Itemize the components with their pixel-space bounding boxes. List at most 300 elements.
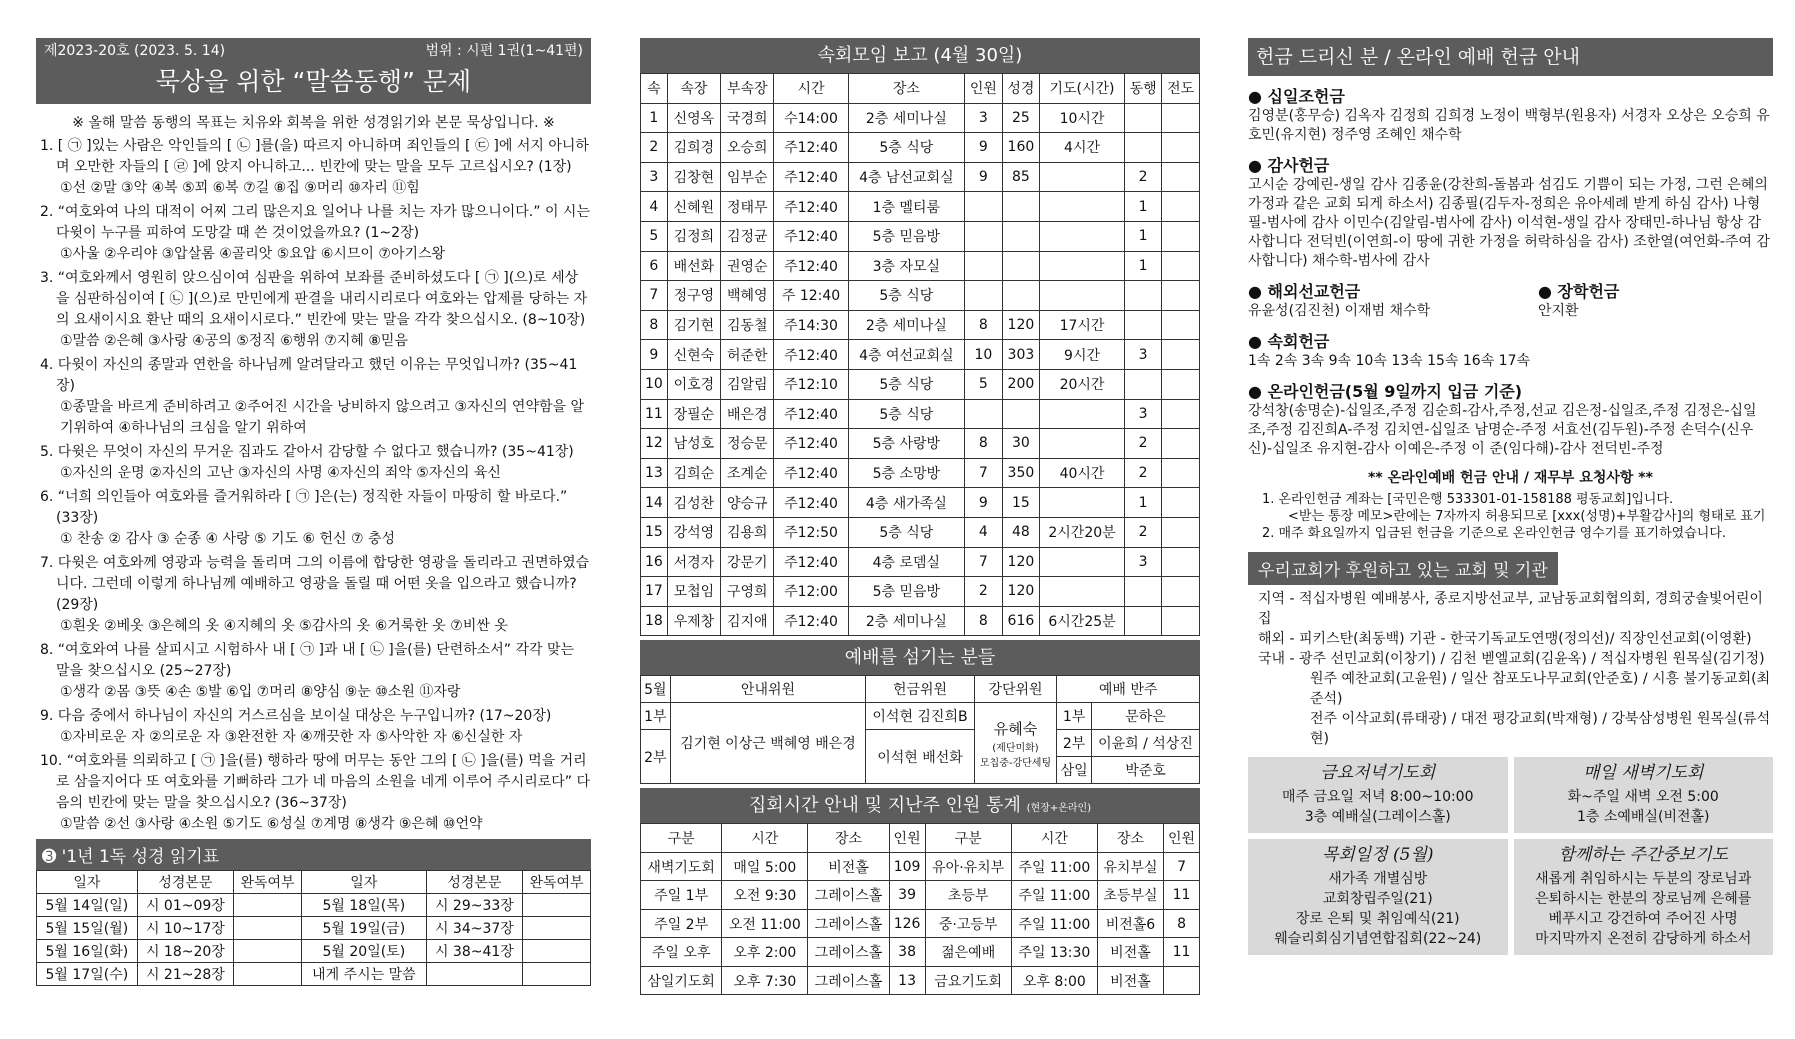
meeting-cell: 권영순 (721, 251, 774, 281)
stats-row (641, 938, 1200, 967)
mission-heading: ● 해외선교헌금 (1248, 279, 1538, 302)
stats-cell: 초등부 (925, 881, 1011, 910)
meeting-cell: 48 (1002, 517, 1040, 547)
thanks-names: 고시순 강예린-생일 감사 김종윤(강찬희-돌봄과 섬김도 기쁨이 되는 가정, 그런 은혜의 가정과 같은 교회 되게 하소서) 김종필(김두자-정희은 유아세례 받게 하심 감사) 나형필-범사에 감사 이민수(김알림-범사에 감사) 이석현-생일 감사 장태민-하나님 항상 감사합니다 전덕빈(이연희-이 땅에 귀한 가정을 허락하심을 감사) 조한열(여언화-주여 감사합니다) 채수학-범사에 감사 (1248, 177, 1770, 269)
support-line: 해외 - 피키스탄(최동백) 기관 - 한국기독교도연맹(정의선)/ 직장인선교회(이영환) (1258, 631, 1752, 647)
meeting-cell: 4시간 (1040, 133, 1125, 163)
stats-cell: 11 (1164, 881, 1200, 910)
stats-cell: 오전 11:00 (722, 909, 808, 938)
meeting-cell: 85 (1002, 162, 1040, 192)
meeting-cell: 5층 사랑방 (848, 429, 965, 459)
meeting-cell (965, 251, 1003, 281)
meeting-cell (1002, 399, 1040, 429)
stats-cell: 삼일기도회 (641, 966, 722, 995)
meeting-cell: 5 (641, 221, 668, 251)
meeting-cell: 20시간 (1040, 369, 1125, 399)
stats-cell (1164, 966, 1200, 995)
column-header: 인원 (889, 824, 925, 853)
meeting-cell: 3 (1124, 547, 1162, 577)
scholarship-heading: ● 장학헌금 (1538, 279, 1619, 302)
meeting-cell: 김희순 (667, 458, 720, 488)
meeting-cell: 5층 믿음방 (848, 577, 965, 607)
notice-box-line: 마지막까지 온전히 감당하게 하소서 (1535, 931, 1752, 947)
support-line: 전주 이삭교회(류태광) / 대전 평강교회(박재형) / 강북삼성병원 원목실(류석현) (1310, 711, 1771, 747)
question-text: 5. 다윗은 무엇이 자신의 무거운 짐과도 같아서 감당할 수 없다고 했습니까? (35~41장) (40, 444, 574, 460)
meeting-row (641, 547, 1200, 577)
meeting-cell: 허준한 (721, 340, 774, 370)
offering-title: 헌금 드리신 분 / 온라인 예배 헌금 안내 (1248, 38, 1773, 76)
meeting-cell: 10 (965, 340, 1003, 370)
meeting-cell: 신혜원 (667, 192, 720, 222)
accompanist-name: 박준호 (1091, 757, 1199, 784)
worship-servers-title: 예배를 섬기는 분들 (640, 640, 1200, 675)
meeting-row (641, 429, 1200, 459)
column-header: 시간 (722, 824, 808, 853)
question-options: ①생각 ②몸 ③뜻 ④손 ⑤발 ⑥입 ⑦머리 ⑧양심 ⑨눈 ⑩소원 ⑪자랑 (60, 684, 461, 700)
meeting-cell (1040, 488, 1125, 518)
stats-cell: 109 (889, 852, 925, 881)
stats-cell: 오전 9:30 (722, 881, 808, 910)
meeting-row (641, 103, 1200, 133)
accompanist-name: 문하은 (1091, 703, 1199, 730)
reading-cell (523, 963, 591, 986)
meeting-cell: 주12:40 (774, 221, 848, 251)
question-intro: ※ 올해 말씀 동행의 목표는 치유와 회복을 위한 성경읽기와 본문 묵상입니다. ※ (72, 115, 555, 131)
column-header: 장소 (808, 824, 889, 853)
meeting-row (641, 310, 1200, 340)
question-options: ①말씀 ②은혜 ③사랑 ④공의 ⑤정직 ⑥행위 ⑦지혜 ⑧믿음 (60, 333, 408, 349)
question-item (36, 640, 591, 703)
meeting-cell (1162, 192, 1200, 222)
offering-servers-1: 이석현 김진희B (866, 703, 974, 730)
meeting-cell: 주12:40 (774, 133, 848, 163)
guide-servers: 김기현 이상근 백혜영 배은경 (670, 703, 866, 784)
cell-offering-heading: ● 속회헌금 (1248, 329, 1773, 352)
column-header: 기도(시간) (1040, 74, 1125, 104)
notice-box-line: 새롭게 취임하시는 두분의 장로님과 (1535, 871, 1752, 887)
meeting-cell: 9 (965, 488, 1003, 518)
meeting-cell: 9 (965, 133, 1003, 163)
meeting-cell: 배선화 (667, 251, 720, 281)
meeting-cell: 주12:40 (774, 399, 848, 429)
meeting-cell: 주 12:40 (774, 281, 848, 311)
online-notice-2: 2. 매주 화요일까지 입금된 헌금을 기준으로 온라인헌금 영수기를 표기하였습니다. (1262, 526, 1727, 541)
notice-box-line: 웨슬리회심기념연합집회(22~24) (1274, 931, 1482, 947)
reading-cell: 5월 16일(화) (37, 940, 138, 963)
column-header: 시간 (774, 74, 848, 104)
meeting-cell: 강석영 (667, 517, 720, 547)
meeting-cell: 9시간 (1040, 340, 1125, 370)
meeting-cell (1124, 606, 1162, 636)
stats-cell: 비전홀 (1097, 938, 1163, 967)
reading-cell: 시 18~20장 (137, 940, 233, 963)
meeting-cell: 구영희 (721, 577, 774, 607)
meeting-cell: 5층 식당 (848, 517, 965, 547)
attendance-stats-title-text: 집회시간 안내 및 지난주 인원 통계 (748, 795, 1021, 817)
stats-cell: 새벽기도회 (641, 852, 722, 881)
question-text: 4. 다윗이 자신의 종말과 연한을 하나님께 알려달라고 했던 이유는 무엇입니까? (35~41장) (40, 357, 578, 394)
meeting-cell: 5층 믿음방 (848, 221, 965, 251)
meeting-cell: 9 (641, 340, 668, 370)
meeting-cell: 국경희 (721, 103, 774, 133)
reading-cell: 5월 17일(수) (37, 963, 138, 986)
meeting-cell: 3 (1124, 340, 1162, 370)
question-text: 6. “너희 의인들아 여호와를 즐거워하라 [ ㉠ ]은(는) 정직한 자들이 마땅히 할 바로다.” (33장) (40, 489, 568, 526)
worship-header: 강단위원 (974, 676, 1057, 703)
meeting-cell: 2 (641, 133, 668, 163)
meeting-cell: 3 (965, 103, 1003, 133)
column-header: 부속장 (721, 74, 774, 104)
meeting-cell: 25 (1002, 103, 1040, 133)
meeting-cell: 4 (965, 517, 1003, 547)
meeting-cell: 2층 세미나실 (848, 606, 965, 636)
cell-meeting-table (640, 73, 1200, 636)
question-text: 3. “여호와께서 영원히 앉으심이여 심판을 위하여 보좌를 준비하셨도다 [ ㉠ ](으)로 세상을 심판하심이여 [ ㉡ ](으)로 만민에게 판결을 내리시리로다 여호와는 압제를 당하는 자의 요새이시요 환난 때의 요새이시로다.” 빈칸에 맞는 말을 각각 찾으십시오. (8~10장) (40, 270, 588, 328)
meeting-row (641, 577, 1200, 607)
meeting-cell: 신영옥 (667, 103, 720, 133)
support-list (1248, 589, 1773, 749)
mission-scholar-row (1248, 271, 1773, 321)
online-notice-1: 1. 온라인헌금 계좌는 [국민은행 533301-01-158188 평동교회]입니다. (1262, 492, 1674, 507)
online-notice-heading: ** 온라인예배 헌금 안내 / 재무부 요청사항 ** (1368, 470, 1653, 486)
stats-cell: 38 (889, 938, 925, 967)
accompanist-service: 1부 (1057, 703, 1092, 730)
notice-box-line: 은퇴하시는 한분의 장로님께 은혜를 (1535, 891, 1752, 907)
meeting-cell: 1층 멜티룸 (848, 192, 965, 222)
meeting-cell: 주14:30 (774, 310, 848, 340)
meeting-cell: 김창현 (667, 162, 720, 192)
notice-box-line: 베푸시고 강건하여 주어진 사명 (1548, 911, 1738, 927)
meeting-cell: 1 (641, 103, 668, 133)
meeting-cell: 8 (641, 310, 668, 340)
meeting-cell: 백혜영 (721, 281, 774, 311)
worship-header: 5월 (641, 676, 671, 703)
meeting-cell (1162, 429, 1200, 459)
accompanist-service: 2부 (1057, 730, 1092, 757)
worship-header: 헌금위원 (866, 676, 974, 703)
meeting-cell: 2 (1124, 458, 1162, 488)
column-header: 구분 (925, 824, 1011, 853)
meeting-cell: 40시간 (1040, 458, 1125, 488)
meeting-cell (1124, 310, 1162, 340)
meeting-cell (1162, 221, 1200, 251)
reading-row (37, 940, 591, 963)
altar-sub: 모칩중-강단세팅 (979, 757, 1052, 769)
question-options: ①흰옷 ②베옷 ③은혜의 옷 ④지혜의 옷 ⑤감사의 옷 ⑥거룩한 옷 ⑦비싼 옷 (60, 618, 508, 634)
meeting-cell (1002, 221, 1040, 251)
meeting-cell (1162, 399, 1200, 429)
meeting-cell: 30 (1002, 429, 1040, 459)
meeting-cell (1124, 369, 1162, 399)
notice-box (1514, 757, 1774, 833)
question-sheet (36, 38, 591, 986)
meeting-cell: 3 (641, 162, 668, 192)
meeting-cell: 양승규 (721, 488, 774, 518)
meeting-cell: 주12:40 (774, 251, 848, 281)
meeting-cell: 서경자 (667, 547, 720, 577)
reading-row (37, 963, 591, 986)
meeting-cell: 주12:40 (774, 606, 848, 636)
worship-header: 안내위원 (670, 676, 866, 703)
meeting-cell: 주12:40 (774, 162, 848, 192)
stats-cell: 초등부실 (1097, 881, 1163, 910)
meeting-cell: 3 (1124, 399, 1162, 429)
stats-cell: 126 (889, 909, 925, 938)
meeting-cell (1124, 577, 1162, 607)
question-item (36, 487, 591, 550)
stats-cell: 매일 5:00 (722, 852, 808, 881)
question-item (36, 136, 591, 199)
reading-row (37, 917, 591, 940)
meeting-cell: 김알림 (721, 369, 774, 399)
meeting-cell (1040, 399, 1125, 429)
meeting-cell (1124, 281, 1162, 311)
reading-cell (523, 894, 591, 917)
reading-cell: 내게 주시는 말씀 (301, 963, 426, 986)
meeting-cell: 남성호 (667, 429, 720, 459)
meeting-cell: 2 (1124, 429, 1162, 459)
meeting-cell (1040, 221, 1125, 251)
question-item (36, 706, 591, 748)
meeting-cell (1040, 429, 1125, 459)
attendance-stats-note: (현장+온라인) (1026, 803, 1092, 815)
meeting-cell: 1 (1124, 251, 1162, 281)
worship-header: 예배 반주 (1057, 676, 1200, 703)
notice-box-line: 교회창립주일(21) (1322, 891, 1433, 907)
altar-sub: (제단미화) (992, 742, 1039, 754)
meeting-cell: 120 (1002, 577, 1040, 607)
reading-cell: 시 38~41장 (426, 940, 522, 963)
reading-plan-title: ➌ '1년 1독 성경 읽기표 (36, 839, 591, 870)
meeting-cell: 4층 새가족실 (848, 488, 965, 518)
meeting-row (641, 458, 1200, 488)
meeting-cell: 김기현 (667, 310, 720, 340)
meeting-cell: 2층 세미나실 (848, 103, 965, 133)
reports-column (640, 38, 1200, 995)
meeting-cell: 17시간 (1040, 310, 1125, 340)
meeting-cell: 5층 식당 (848, 399, 965, 429)
meeting-cell: 정태무 (721, 192, 774, 222)
notice-box (1248, 757, 1508, 833)
reading-cell (234, 963, 302, 986)
meeting-cell (1162, 162, 1200, 192)
meeting-cell: 정구영 (667, 281, 720, 311)
meeting-cell: 4층 여선교회실 (848, 340, 965, 370)
reading-cell: 시 29~33장 (426, 894, 522, 917)
meeting-cell: 2 (965, 577, 1003, 607)
column-header: 시간 (1011, 824, 1097, 853)
worship-week: 1부 (641, 703, 671, 730)
meeting-cell: 6시간25분 (1040, 606, 1125, 636)
reading-cell: 시 21~28장 (137, 963, 233, 986)
question-text: 1. [ ㉠ ]있는 사람은 악인들의 [ ㉡ ]를(을) 따르지 아니하며 죄인들의 [ ㉢ ]에 서지 아니하며 오만한 자들의 [ ㉣ ]에 앉지 아니하고... 빈칸에 맞는 말을 모두 고르십시오? (1장) (40, 138, 589, 175)
notice-box-line: 장로 은퇴 및 취임예식(21) (1295, 911, 1460, 927)
meeting-cell: 김정균 (721, 221, 774, 251)
notice-box (1514, 839, 1774, 955)
stats-cell: 오후 8:00 (1011, 966, 1097, 995)
stats-cell: 오후 2:00 (722, 938, 808, 967)
meeting-cell: 616 (1002, 606, 1040, 636)
meeting-cell: 120 (1002, 547, 1040, 577)
meeting-cell: 김동철 (721, 310, 774, 340)
meeting-cell: 주12:40 (774, 429, 848, 459)
stats-cell: 주일 11:00 (1011, 909, 1097, 938)
meeting-cell: 303 (1002, 340, 1040, 370)
offering-servers-2: 이석현 배선화 (866, 730, 974, 784)
support-line: 국내 - 광주 선민교회(이창기) / 김천 벧엘교회(김윤옥) / 적십자병원 원목실(김기정) (1258, 651, 1765, 667)
meeting-cell (1162, 251, 1200, 281)
meeting-cell: 17 (641, 577, 668, 607)
reading-cell: 시 01~09장 (137, 894, 233, 917)
question-text: 10. “여호와를 의뢰하고 [ ㉠ ]을(를) 행하라 땅에 머무는 동안 그의 [ ㉡ ]을(를) 먹을 거리로 삼을지어다 또 여호와를 기뻐하라 그가 네 마음의 소원을 네게 이루어 주시리로다” 다음의 빈칸에 맞는 말을 찾으십시오? (36~37장) (40, 753, 590, 811)
meeting-cell: 4 (641, 192, 668, 222)
meeting-cell: 주12:40 (774, 488, 848, 518)
meeting-cell: 5층 식당 (848, 281, 965, 311)
meeting-cell: 4층 남선교회실 (848, 162, 965, 192)
support-line: 지역 - 적십자병원 예배봉사, 종로지방선교부, 교남동교회협의회, 경희궁솔빛어린이집 (1258, 591, 1763, 627)
worship-week: 2부 (641, 730, 671, 784)
meeting-cell: 2 (1124, 162, 1162, 192)
meeting-cell: 8 (965, 310, 1003, 340)
meeting-row (641, 133, 1200, 163)
meeting-cell: 김정희 (667, 221, 720, 251)
meeting-cell (1162, 310, 1200, 340)
meeting-cell (1162, 103, 1200, 133)
column-header: 전도 (1162, 74, 1200, 104)
meeting-cell (1040, 281, 1125, 311)
meeting-cell: 7 (641, 281, 668, 311)
meeting-cell: 2 (1124, 517, 1162, 547)
meeting-cell: 주12:50 (774, 517, 848, 547)
meeting-row (641, 251, 1200, 281)
reading-cell (426, 963, 522, 986)
meeting-cell: 10 (641, 369, 668, 399)
question-options: ①말씀 ②선 ③사랑 ④소원 ⑤기도 ⑥성실 ⑦계명 ⑧생각 ⑨은혜 ⑩언약 (60, 816, 483, 832)
question-item (36, 751, 591, 835)
meeting-cell: 5층 식당 (848, 369, 965, 399)
stats-cell: 그레이스홀 (808, 938, 889, 967)
meeting-cell: 8 (965, 606, 1003, 636)
stats-cell: 젊은예배 (925, 938, 1011, 967)
cell-meeting-title: 속회모임 보고 (4월 30일) (640, 38, 1200, 73)
meeting-cell: 수14:00 (774, 103, 848, 133)
meeting-cell: 16 (641, 547, 668, 577)
attendance-stats-table (640, 823, 1200, 995)
reading-cell (234, 917, 302, 940)
meeting-row (641, 281, 1200, 311)
stats-cell: 비전홀 (1097, 966, 1163, 995)
meeting-cell: 신현숙 (667, 340, 720, 370)
altar-servers (974, 703, 1057, 784)
stats-cell: 주일 13:30 (1011, 938, 1097, 967)
question-sheet-title: 묵상을 위한 “말씀동행” 문제 (155, 67, 472, 96)
meeting-cell (1162, 458, 1200, 488)
meeting-cell: 정승문 (721, 429, 774, 459)
question-item (36, 202, 591, 265)
meeting-cell: 15 (1002, 488, 1040, 518)
scholarship-names: 안지환 (1538, 303, 1579, 319)
meeting-cell: 주12:00 (774, 577, 848, 607)
question-options: ①종말을 바르게 준비하려고 ②주어진 시간을 낭비하지 않으려고 ③자신의 연약함을 알기위하여 ④하나님의 크심을 알기 위하여 (60, 399, 584, 436)
reading-cell (234, 940, 302, 963)
meeting-cell: 4층 로뎀실 (848, 547, 965, 577)
question-options: ① 찬송 ② 감사 ③ 순종 ④ 사랑 ⑤ 기도 ⑥ 헌신 ⑦ 충성 (60, 531, 396, 547)
accompanist-service: 삼일 (1057, 757, 1092, 784)
column-header: 인원 (965, 74, 1003, 104)
column-header: 동행 (1124, 74, 1162, 104)
reading-cell (523, 917, 591, 940)
stats-row (641, 909, 1200, 938)
stats-cell: 중·고등부 (925, 909, 1011, 938)
stats-cell: 주일 1부 (641, 881, 722, 910)
meeting-cell (965, 192, 1003, 222)
meeting-cell: 모첩임 (667, 577, 720, 607)
question-options: ①사울 ②우리야 ③압살롬 ④골리앗 ⑤요압 ⑥시므이 ⑦아기스왕 (60, 246, 446, 262)
meeting-cell: 350 (1002, 458, 1040, 488)
stats-cell: 13 (889, 966, 925, 995)
meeting-cell: 200 (1002, 369, 1040, 399)
bible-range: 범위 : 시편 1권(1~41편) (425, 43, 583, 59)
meeting-cell (1040, 192, 1125, 222)
stats-cell: 그레이스홀 (808, 881, 889, 910)
stats-row (641, 881, 1200, 910)
meeting-row (641, 340, 1200, 370)
accompanist-name: 이윤희 / 석상진 (1091, 730, 1199, 757)
stats-cell: 8 (1164, 909, 1200, 938)
meeting-cell: 9 (965, 162, 1003, 192)
meeting-cell (1040, 547, 1125, 577)
support-title: 우리교회가 후원하고 있는 교회 및 기관 (1248, 552, 1558, 585)
meeting-row (641, 488, 1200, 518)
meeting-cell: 2층 세미나실 (848, 310, 965, 340)
meeting-cell: 12 (641, 429, 668, 459)
question-item (36, 442, 591, 484)
meeting-cell: 7 (965, 547, 1003, 577)
stats-cell: 오후 7:30 (722, 966, 808, 995)
support-line: 원주 예찬교회(고윤원) / 일산 참포도나무교회(안준호) / 시흥 불기동교회(최준석) (1310, 671, 1771, 707)
meeting-cell: 5 (965, 369, 1003, 399)
column-header: 일자 (37, 871, 138, 894)
meeting-cell: 주12:40 (774, 192, 848, 222)
meeting-row (641, 369, 1200, 399)
online-offering-heading: ● 온라인헌금(5월 9일까지 입금 기준) (1248, 379, 1773, 402)
column-header: 완독여부 (523, 871, 591, 894)
meeting-cell: 7 (965, 458, 1003, 488)
meeting-cell: 15 (641, 517, 668, 547)
meeting-cell: 13 (641, 458, 668, 488)
question-item (36, 268, 591, 352)
meeting-cell (1162, 577, 1200, 607)
column-header: 일자 (301, 871, 426, 894)
meeting-cell (1162, 488, 1200, 518)
meeting-cell: 주12:40 (774, 340, 848, 370)
stats-cell: 그레이스홀 (808, 966, 889, 995)
notice-box-title: 매일 새벽기도회 (1583, 763, 1704, 783)
column-header: 속장 (667, 74, 720, 104)
stats-cell: 비전홀 (808, 852, 889, 881)
meeting-row (641, 221, 1200, 251)
meeting-cell: 이호경 (667, 369, 720, 399)
meeting-cell (965, 281, 1003, 311)
notice-box-line: 화~주일 새벽 오전 5:00 (1567, 789, 1719, 805)
reading-cell: 5월 18일(목) (301, 894, 426, 917)
notice-boxes (1248, 757, 1773, 955)
meeting-cell: 임부순 (721, 162, 774, 192)
column-header: 속 (641, 74, 668, 104)
meeting-cell: 5층 소망방 (848, 458, 965, 488)
cell-offering-list: 1속 2속 3속 9속 10속 13속 15속 16속 17속 (1248, 353, 1531, 369)
meeting-cell (1162, 517, 1200, 547)
